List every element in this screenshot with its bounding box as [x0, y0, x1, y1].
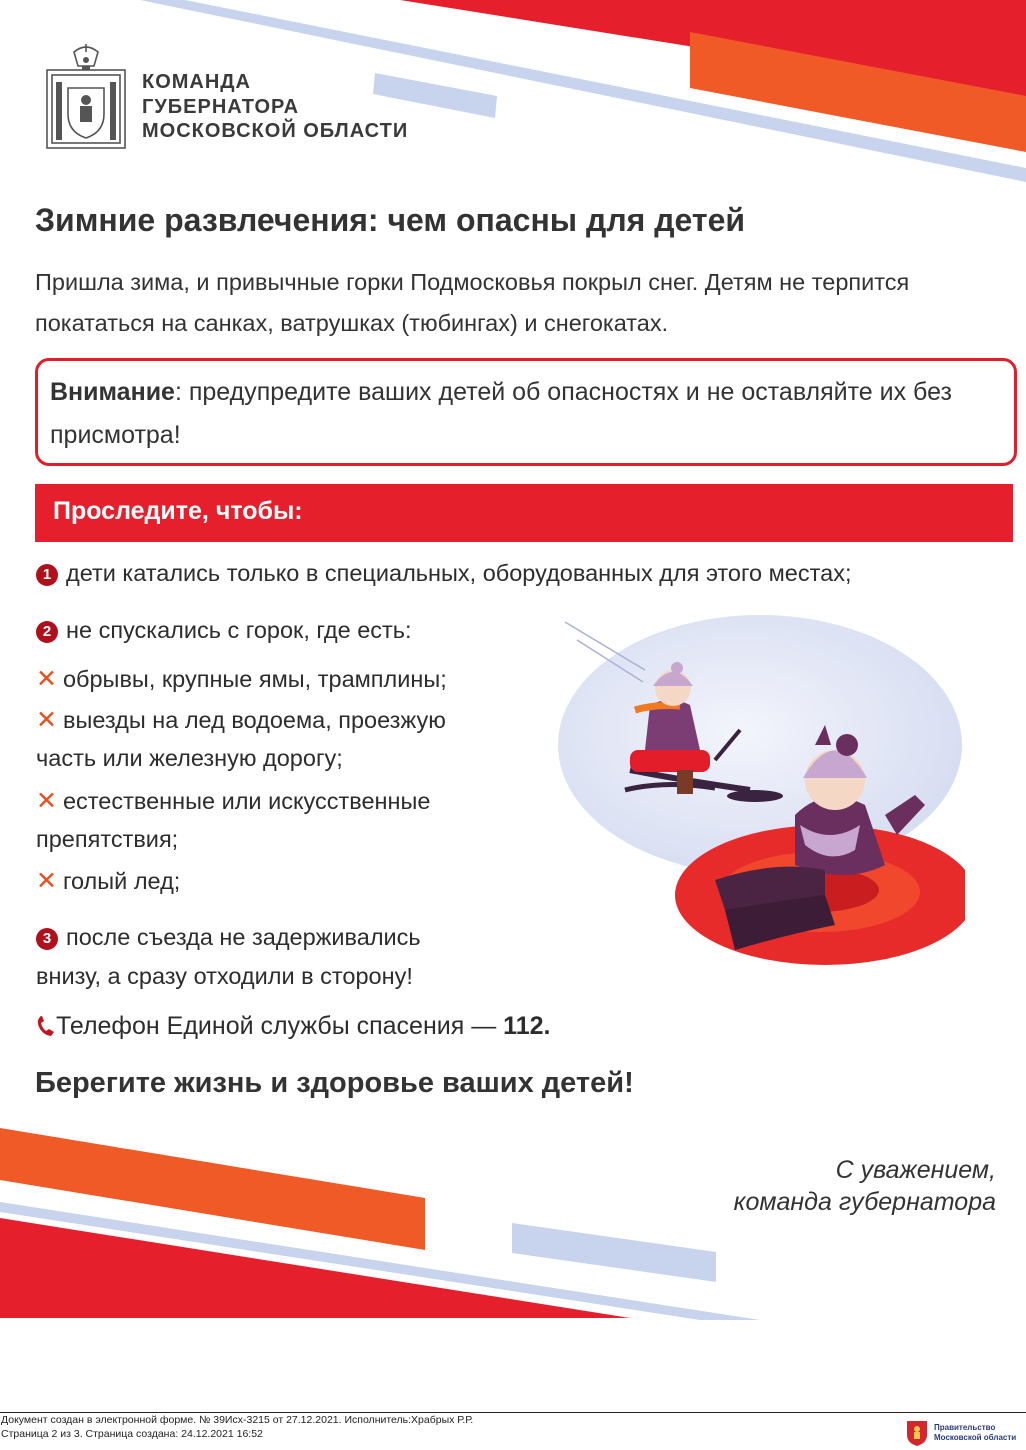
org-name-line: ГУБЕРНАТОРА: [142, 95, 300, 118]
page-title: Зимние развлечения: чем опасны для детей: [35, 202, 746, 238]
hazard-item-continuation: часть или железную дорогу;: [36, 745, 343, 771]
list-item-text: дети катались только в специальных, оборудованных для этого местах;: [66, 560, 852, 586]
org-name-line: КОМАНДА: [142, 71, 252, 93]
footer-line-2: Страница 2 из 3. Страница создана: 24.12.2021 16:52: [1, 1427, 263, 1440]
gov-label-line-2: Московской области: [934, 1433, 1017, 1442]
hazard-item: [36, 786, 430, 816]
list-item-text: не спускались с горок, где есть:: [66, 617, 412, 643]
warning-box: [35, 358, 1017, 466]
cross-icon: ✕: [36, 665, 57, 693]
hazard-item: [36, 664, 447, 694]
cross-icon: ✕: [36, 787, 57, 815]
phone-number: 112.: [503, 1012, 551, 1040]
footer-divider: [0, 1412, 1026, 1413]
list-item-1: [36, 560, 851, 587]
intro-paragraph: Пришла зима, и привычные горки Подмосковья покрыл снег. Детям не терпится покататься на санках, ватрушках (тюбингах) и снегокатах.: [35, 269, 910, 336]
document-footer: [1, 1414, 473, 1441]
kids-sledding-illustration: [555, 610, 965, 970]
list-item-3-continuation: внизу, а сразу отходили в сторону!: [36, 963, 413, 989]
cross-icon: ✕: [36, 706, 57, 734]
list-item-text: после съезда не задерживались: [66, 924, 421, 950]
warning-bold: Внимание: [50, 378, 175, 406]
slogan: Берегите жизнь и здоровье ваших детей!: [35, 1067, 634, 1099]
phone-text: Телефон Единой службы спасения —: [56, 1012, 497, 1040]
hazard-item: [36, 705, 446, 735]
phone-icon: [36, 1014, 56, 1038]
warning-text: : предупредите ваших детей об опасностях и не оставляйте их без присмотра!: [50, 378, 952, 449]
gov-emblem-icon: [904, 1417, 930, 1447]
org-name-line: МОСКОВСКОЙ ОБЛАСТИ: [142, 120, 409, 142]
list-item-3: [36, 924, 421, 951]
hazard-text: голый лед;: [62, 868, 181, 894]
number-badge-3: 3: [36, 928, 58, 950]
signature-line-1: С уважением,: [835, 1156, 996, 1184]
bottom-decor-stripes: [0, 1120, 1026, 1330]
org-name: [142, 70, 408, 144]
hazard-item-continuation: препятствия;: [36, 826, 179, 852]
gov-label: [934, 1423, 1016, 1443]
number-badge-2: 2: [36, 621, 58, 643]
section-heading: Проследите, чтобы:: [53, 497, 303, 525]
gov-label-line-1: Правительство: [934, 1423, 996, 1432]
cross-icon: ✕: [36, 867, 57, 895]
number-badge-1: 1: [36, 564, 58, 586]
footer-line-1: Документ создан в электронной форме. № 39Исх-3215 от 27.12.2021. Исполнитель:Храбрых Р.Р.: [1, 1414, 474, 1426]
hazard-text: обрывы, крупные ямы, трамплины;: [62, 666, 447, 692]
coat-of-arms-logo: [44, 42, 128, 152]
hazard-text: выезды на лед водоема, проезжую: [62, 707, 446, 733]
rescue-phone: [36, 1012, 550, 1041]
bottom-stripe-lightblue-short: [512, 1223, 716, 1282]
list-item-2: [36, 617, 412, 644]
signature-line-2: команда губернатора: [733, 1188, 996, 1216]
signature: [734, 1154, 996, 1218]
hazard-text: естественные или искусственные: [62, 788, 431, 814]
hazard-item: [36, 866, 180, 896]
